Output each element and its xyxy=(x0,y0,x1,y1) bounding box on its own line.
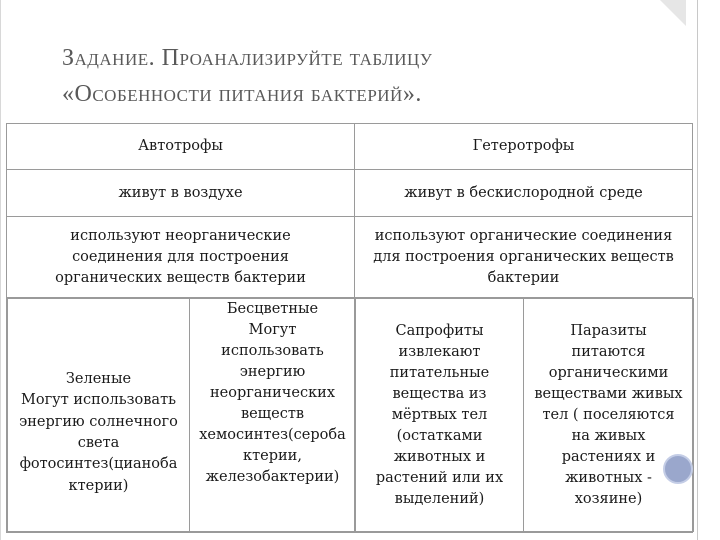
nutrition-table xyxy=(6,123,693,533)
title-line-1: Задание. Проанализируйте таблицу xyxy=(62,45,433,71)
text-line: животных - xyxy=(565,469,652,486)
slide-frame-left xyxy=(0,0,1,540)
text-line: используют неорганические xyxy=(70,227,291,244)
habitat-autotrophs: живут в воздухе xyxy=(7,170,355,217)
title-line-2: «Особенности питания бактерий». xyxy=(62,81,422,107)
text-line: мёртвых тел xyxy=(391,406,488,423)
text-line: выделений) xyxy=(394,490,485,507)
text-line: растениях и xyxy=(561,448,656,465)
text-line: фотосинтез(цианоба xyxy=(19,456,178,473)
group-green xyxy=(8,299,190,532)
heterotroph-groups-cell xyxy=(355,298,693,533)
text-line: веществ xyxy=(240,406,305,422)
text-line: органических веществ бактерии xyxy=(55,269,306,286)
substances-heterotrophs xyxy=(355,217,693,298)
text-line: хемосинтез(сероба xyxy=(199,427,346,443)
text-line: (остатками xyxy=(396,427,483,444)
text-line: растений или их xyxy=(375,469,504,486)
table-row xyxy=(7,170,693,217)
text-line: используют органические соединения xyxy=(374,227,673,244)
text-line: энергию солнечного xyxy=(19,413,178,430)
text-line: соединения для построения xyxy=(72,248,289,265)
text-line: Бесцветные xyxy=(226,301,319,317)
text-line: органическими xyxy=(548,364,669,381)
text-line: питательные xyxy=(389,364,490,381)
slide-title xyxy=(62,40,682,112)
text-line: неорганических xyxy=(209,385,336,401)
text-line: ктерии, xyxy=(243,448,302,464)
header-autotrophs: Автотрофы xyxy=(7,124,355,170)
text-line: животных и xyxy=(393,448,486,465)
text-line: хозяине) xyxy=(574,490,643,507)
text-line: на живых xyxy=(571,427,646,444)
text-line: веществами живых xyxy=(534,385,683,402)
corner-decoration xyxy=(660,0,686,26)
substances-autotrophs xyxy=(7,217,355,298)
text-line: бактерии xyxy=(487,269,560,286)
text-line: для построения органических веществ xyxy=(373,248,674,265)
table-row xyxy=(7,124,693,170)
text-line: света xyxy=(77,435,120,451)
table-row xyxy=(7,217,693,298)
text-line: извлекают xyxy=(398,343,481,360)
text-line: Могут использовать xyxy=(21,392,176,409)
text-line: Могут xyxy=(248,322,297,338)
header-heterotrophs: Гетеротрофы xyxy=(355,124,693,170)
text-line: питаются xyxy=(571,343,646,360)
text-line: Зеленые xyxy=(65,370,132,387)
text-line: использовать xyxy=(221,343,324,359)
autotroph-groups xyxy=(7,298,356,532)
group-saprophytes xyxy=(356,299,524,532)
text-line: тел ( поселяются xyxy=(542,406,675,423)
heterotroph-groups xyxy=(355,298,694,532)
text-line: Сапрофиты xyxy=(395,322,484,339)
group-colorless xyxy=(190,299,356,532)
autotroph-groups-cell xyxy=(7,298,355,533)
text-line: ктерии) xyxy=(68,477,129,494)
text-line: железобактерии) xyxy=(205,469,340,485)
circle-decoration xyxy=(663,454,693,484)
text-line: вещества из xyxy=(392,385,487,402)
text-line: Паразиты xyxy=(570,322,647,339)
table-row xyxy=(7,298,693,533)
habitat-heterotrophs: живут в бескислородной среде xyxy=(355,170,693,217)
text-line: энергию xyxy=(239,364,306,380)
group-parasites xyxy=(524,299,694,532)
slide-frame-right xyxy=(697,0,698,540)
